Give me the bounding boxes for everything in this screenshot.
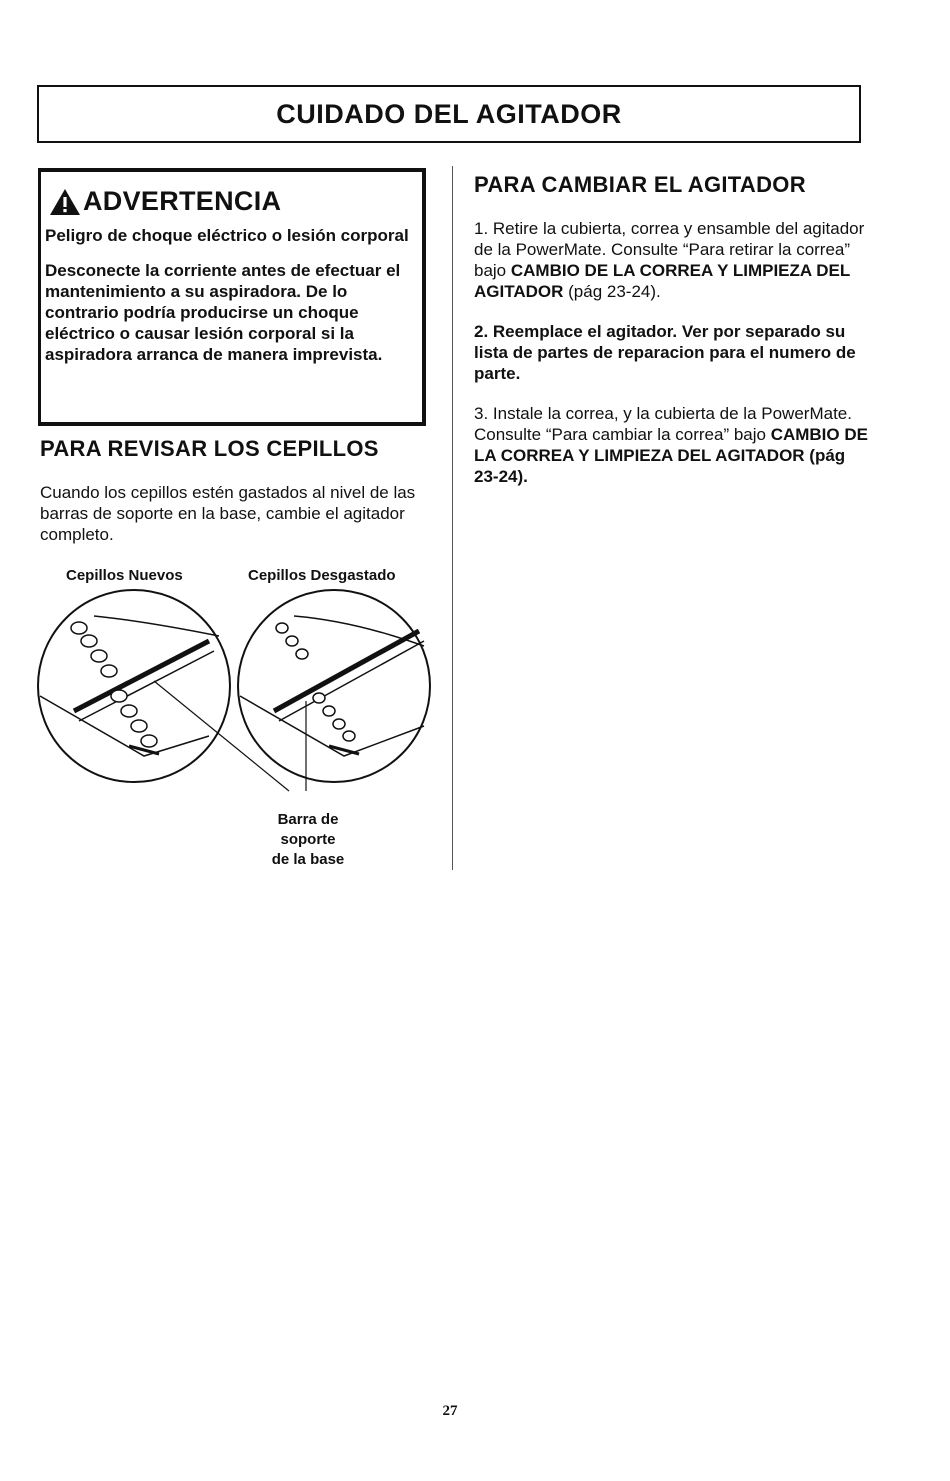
revisar-body: Cuando los cepillos estén gastados al nivel de las barras de soporte en la base, cambie el agitador completo. [40,483,416,544]
callout-line-2: soporte [280,831,336,848]
step-3-text: 3. Instale la correa, y la cubierta de la PowerMate. Consulte “Para cambiar la correa” bajo [474,404,852,444]
step-2 [474,321,874,384]
callout-line-3: de la base [271,851,345,868]
warning-triangle-icon [49,188,81,216]
step-1 [474,218,874,302]
support-bar-callout [250,810,366,870]
step-3-reference: CAMBIO DE LA CORREA Y LIMPIEZA DEL AGITADOR [474,425,868,465]
caption-worn-brushes: Cepillos Desgastado [248,567,396,584]
step-3-page: (pág 23-24). [474,446,846,486]
revisar-heading: PARA REVISAR LOS CEPILLOS [40,436,379,461]
page-title: CUIDADO DEL AGITADOR [276,98,622,129]
cambiar-heading: PARA CAMBIAR EL AGITADOR [474,172,806,197]
warning-box [38,168,426,426]
page-number: 27 [442,1403,458,1419]
worn-brushes-illustration [238,590,430,782]
page-title-box [37,85,861,143]
column-divider [452,166,453,870]
warning-header [49,186,416,217]
step-3 [474,403,874,487]
step-2-text: 2. Reemplace el agitador. Ver por separado su lista de partes de reparacion para el numero de parte. [474,322,856,383]
step-1-text: 1. Retire la cubierta, correa y ensamble del agitador de la PowerMate. Consulte “Para retirar la correa” bajo [474,219,865,280]
callout-line-1: Barra de [277,811,339,828]
warning-heading: ADVERTENCIA [83,186,282,216]
cambiar-steps [474,218,874,506]
brush-comparison-illustration [34,586,434,816]
caption-new-brushes: Cepillos Nuevos [66,567,183,584]
step-1-reference: CAMBIO DE LA CORREA Y LIMPIEZA DEL AGITADOR [474,261,850,301]
warning-hazard-text: Peligro de choque eléctrico o lesión corporal [45,226,409,245]
new-brushes-illustration [38,590,230,782]
warning-instruction-text: Desconecte la corriente antes de efectuar el mantenimiento a su aspiradora. De lo contrario podría producirse un choque eléctrico o causar lesión corporal si la aspiradora arranca de manera imprevista. [45,261,401,364]
step-1-page: (pág 23-24). [563,282,661,301]
